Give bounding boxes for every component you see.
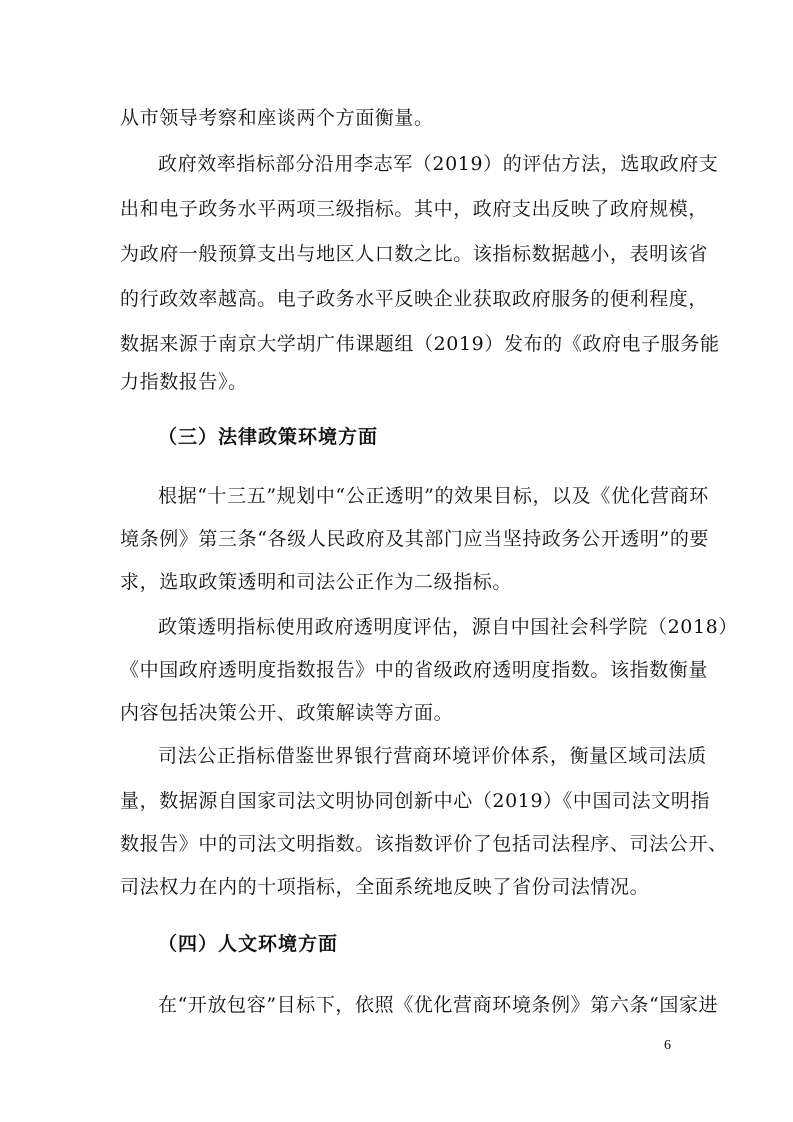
paragraph-line: 根据“十三五”规划中“公正透明”的效果目标，以及《优化营商环 [158,485,709,507]
paragraph-line: 从市领导考察和座谈两个方面衡量。 [120,107,434,129]
paragraph-line: 求，选取政策透明和司法公正作为二级指标。 [120,571,513,593]
paragraph-line: 司法权力在内的十项指标，全面系统地反映了省份司法情况。 [120,876,650,898]
paragraph-line: 为政府一般预算支出与地区人口数之比。该指标数据越小，表明该省 [120,243,709,265]
paragraph-line: 境条例》第三条“各级人民政府及其部门应当坚持政务公开透明”的要 [120,528,710,550]
paragraph-line: 政策透明指标使用政府透明度评估，源自中国社会科学院（2018） [158,616,738,638]
section-heading: （四）人文环境方面 [158,933,339,955]
paragraph-line: 数报告》中的司法文明指数。该指数评价了包括司法程序、司法公开、 [120,833,728,855]
paragraph-line: 量，数据源自国家司法文明协同创新中心（2019）《中国司法文明指 [120,790,711,812]
paragraph-line: 政府效率指标部分沿用李志军（2019）的评估方法，选取政府支 [158,153,719,175]
page-number: 6 [664,1038,671,1053]
paragraph-line: 出和电子政务水平两项三级指标。其中，政府支出反映了政府规模， [120,198,709,220]
paragraph-line: 《中国政府透明度指数报告》中的省级政府透明度指数。该指数衡量 [120,659,709,681]
paragraph-line: 力指数报告》。 [120,371,248,393]
paragraph-line: 司法公正指标借鉴世界银行营商环境评价体系，衡量区域司法质 [158,745,707,767]
section-heading: （三）法律政策环境方面 [158,426,379,448]
paragraph-line: 内容包括决策公开、政策解读等方面。 [120,702,454,724]
paragraph-line: 数据来源于南京大学胡广伟课题组（2019）发布的《政府电子服务能 [120,333,720,355]
paragraph-line: 在“开放包容”目标下，依照《优化营商环境条例》第六条“国家进 [158,994,719,1016]
paragraph-line: 的行政效率越高。电子政务水平反映企业获取政府服务的便利程度， [120,288,709,310]
